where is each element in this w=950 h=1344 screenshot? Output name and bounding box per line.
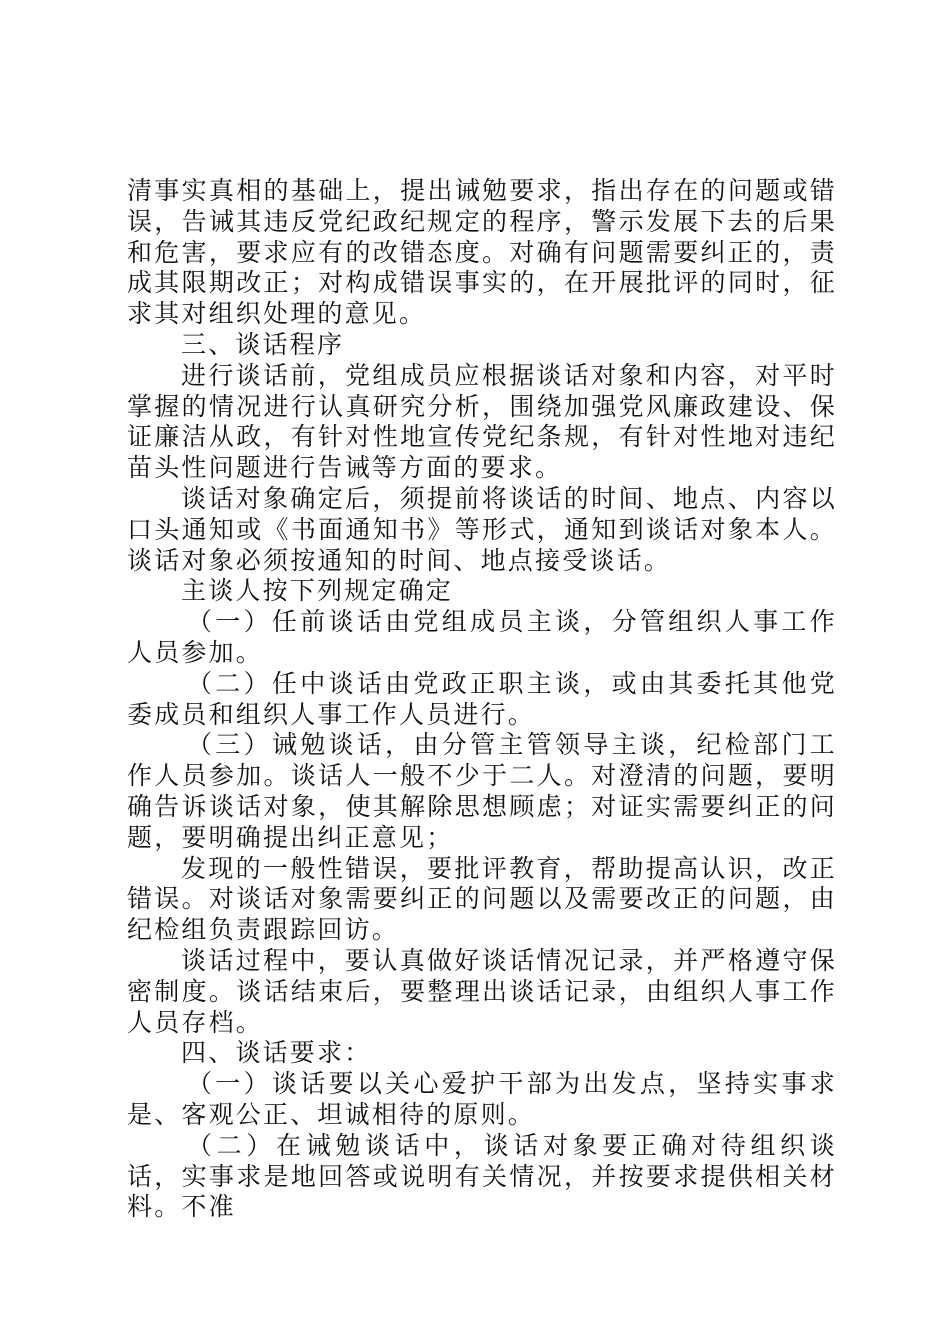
section-heading-procedure: 三、谈话程序 [181,329,345,359]
list-item-admonition: （三）诫勉谈话，由分管主管领导主谈，纪检部门工作人员参加。谈话人一般不少于二人。对澄清的问题，要明确告诉谈话对象，使其解除思想顾虑；对证实需要纠正的问题，要明确提出纠正意见； [127,730,837,852]
paragraph-notification: 谈话对象确定后，须提前将谈话的时间、地点、内容以口头通知或《书面通知书》等形式，通知到谈话对象本人。谈话对象必须按通知的时间、地点接受谈话。 [127,483,837,575]
list-item-pre-appointment: （一）任前谈话由党组成员主谈，分管组织人事工作人员参加。 [127,607,837,667]
list-item-requirement-2: （二）在诫勉谈话中，谈话对象要正确对待组织谈话，实事求是地回答或说明有关情况，并按要求提供相关材料。不准 [127,1130,837,1222]
section-heading-requirements: 四、谈话要求： [181,1038,372,1068]
document-body [127,176,837,1223]
paragraph-lead-interviewer: 主谈人按下列规定确定 [181,576,454,606]
list-item-in-office: （二）任中谈话由党政正职主谈，或由其委托其他党委成员和组织人事工作人员进行。 [127,668,837,729]
paragraph-general-errors: 发现的一般性错误，要批评教育，帮助提高认识，改正错误。对谈话对象需要纠正的问题以及需要改正的问题，由纪检组负责跟踪回访。 [127,853,837,945]
paragraph-continuation: 清事实真相的基础上，提出诫勉要求，指出存在的问题或错误，告诫其违反党纪政纪规定的程序，警示发展下去的后果和危害，要求应有的改错态度。对确有问题需要纠正的，责成其限期改正；对构成错误事实的，在开展批评的同时，征求其对组织处理的意见。 [127,176,837,329]
paragraph-records: 谈话过程中，要认真做好谈话情况记录，并严格遵守保密制度。谈话结束后，要整理出谈话记录，由组织人事工作人员存档。 [127,945,837,1037]
list-item-requirement-1: （一）谈话要以关心爱护干部为出发点，坚持实事求是、客观公正、坦诚相待的原则。 [127,1069,837,1129]
paragraph-preparation: 进行谈话前，党组成员应根据谈话对象和内容，对平时掌握的情况进行认真研究分析，围绕加强党风廉政建设、保证廉洁从政，有针对性地宣传党纪条规，有针对性地对违纪苗头性问题进行告诫等方面的要求。 [127,360,837,483]
